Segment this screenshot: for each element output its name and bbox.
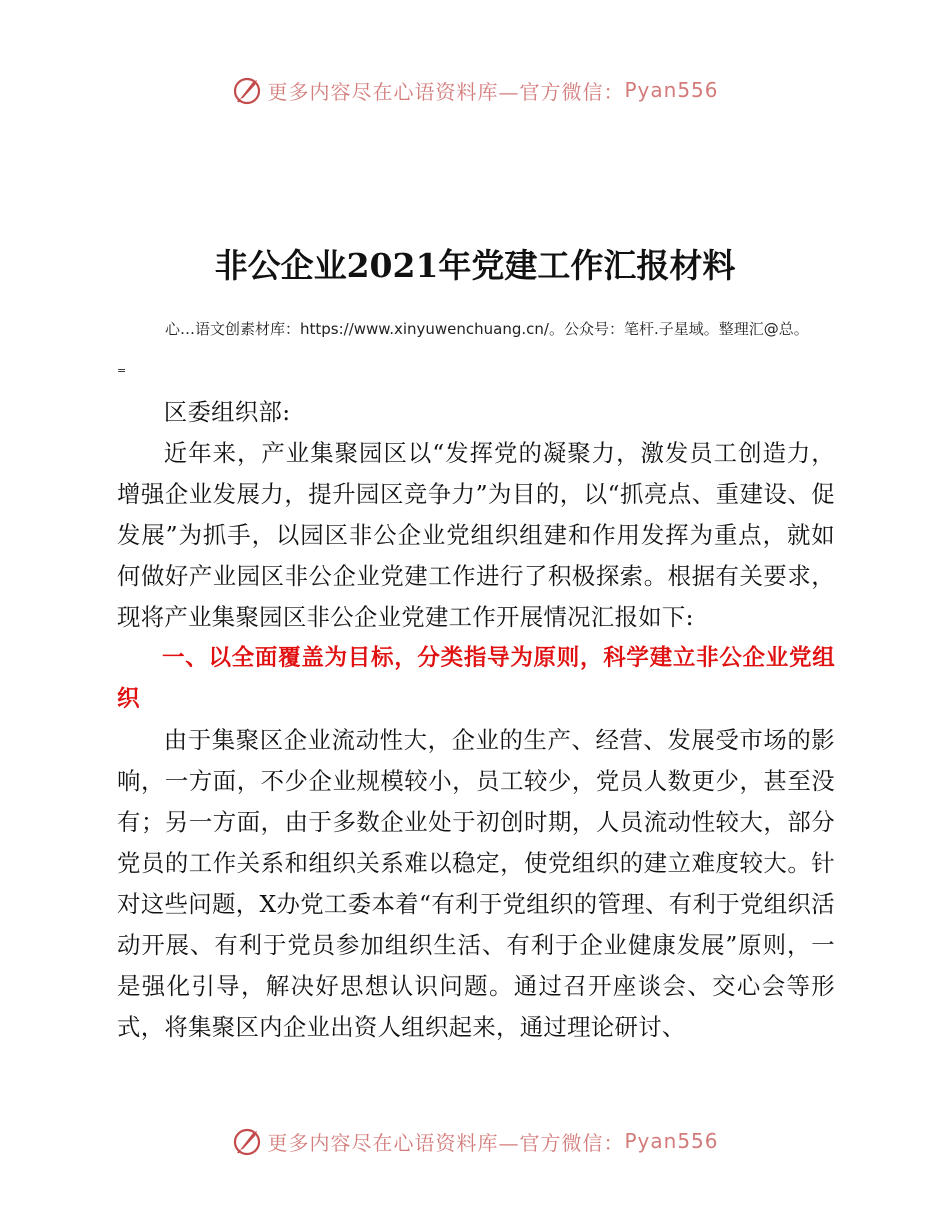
section-1-paragraph: 由于集聚区企业流动性大，企业的生产、经营、发展受市场的影响，一方面，不少企业规模较小，员工较少，党员人数更少，甚至没有；另一方面，由于多数企业处于初创时期，人员流动性较大，部分党员的工作关系和组织关系难以稳定，使党组织的建立难度较大。针对这些问题，X办党工委本着“有利于党组织的管理、有利于党组织活动开展、有利于党员参加组织生活、有利于企业健康发展”原则，一是强化引导，解决好思想认识问题。通过召开座谈会、交心会等形式，将集聚区内企业出资人组织起来，通过理论研讨、 xyxy=(117,726,835,1041)
banner-wechat-id: Pyan556 xyxy=(624,1129,719,1153)
document-body xyxy=(117,392,835,1048)
banner-wechat-id: Pyan556 xyxy=(624,78,719,102)
source-line: 心…语文创素材库：https://www.xinyuwenchuang.cn/。公众号：笔杆.子星域。整理汇@总。 xyxy=(165,320,809,338)
document-title: 非公企业2021年党建工作汇报材料 xyxy=(214,246,736,285)
intro-paragraph: 近年来，产业集聚园区以“发挥党的凝聚力，激发员工创造力，增强企业发展力，提升园区竞争力”为目的，以“抓亮点、重建设、促发展”为抓手，以园区非公企业党组织组建和作用发挥为重点，就如何做好产业园区非公企业党建工作进行了积极探索。根据有关要求，现将产业集聚园区非公企业党建工作开展情况汇报如下: xyxy=(117,439,835,631)
header-banner xyxy=(0,70,950,110)
banner-text: 更多内容尽在心语资料库—官方微信： xyxy=(267,1130,625,1155)
salutation: 区委组织部: xyxy=(163,398,291,426)
quill-pen-logo-icon xyxy=(231,74,263,106)
quill-pen-logo-icon xyxy=(231,1125,263,1157)
footer-banner xyxy=(0,1121,950,1161)
separator-mark: = xyxy=(117,364,127,377)
banner-text: 更多内容尽在心语资料库—官方微信： xyxy=(267,79,625,104)
section-heading-1: 一、以全面覆盖为目标，分类指导为原则，科学建立非公企业党组织 xyxy=(117,645,835,712)
